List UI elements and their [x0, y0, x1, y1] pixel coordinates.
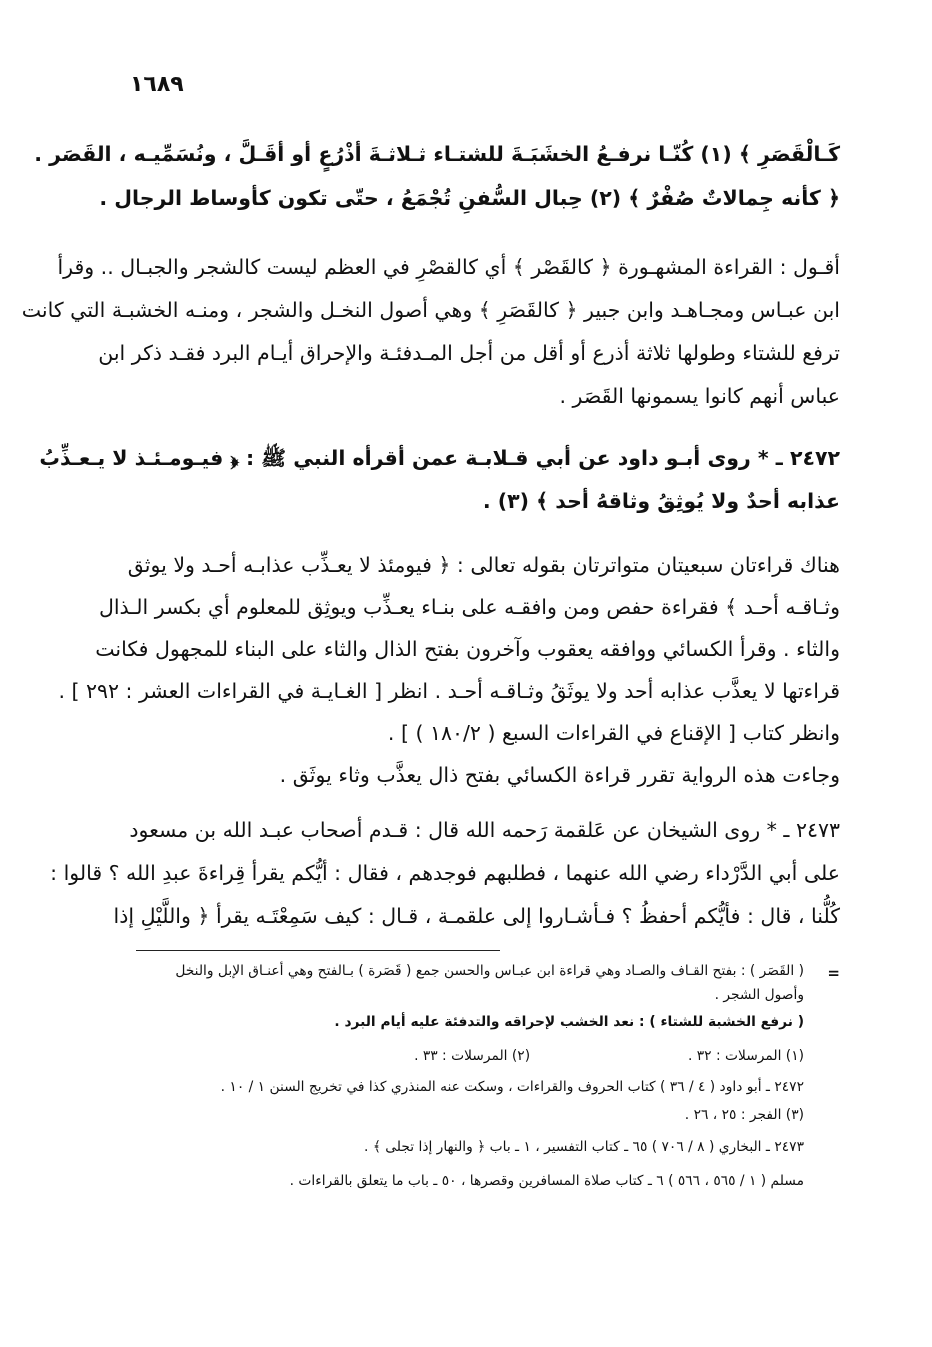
- commentary-block: [21, 255, 840, 427]
- text-line: ﴿ كأنه جِمالاتٌ صُفْرٌ ﴾ (٢) حِبال السُّفنِ تُجْمَعُ ، حتّى تكون كأوساط الرجال .: [99, 186, 840, 210]
- footnote-separator: [136, 950, 500, 951]
- text-line: كُلُّنا ، قال : فأيُّكم أحفظُ ؟ فـأشـاروا إلى علقمـة ، قـال : كيف سَمِعْتَـه يقرأ ﴿ واللَّيْلِ إذا: [113, 904, 840, 928]
- text-line: ابن عبـاس ومجـاهـد وابن جبير ﴿ كالقَصَرِ ﴾ وهي أصول النخـل والشجر ، ومنـه الخشبـة التي كانت: [21, 298, 840, 322]
- text-line: ٢٤٧٣ ـ * روى الشيخان عن عَلقمة رَحمه الله قال : قـدم أصحاب عبـد الله بن مسعود: [129, 818, 840, 842]
- text-line: عباس أنهم كانوا يسمونها القَصَر .: [559, 384, 840, 408]
- text-line: كَـالْقَصَرِ ﴾ (١) كُنّـا نرفـعُ الخشَبَـةَ للشتـاء ثـلاثـةَ أذْرُعٍ أو أقَـلَّ ، ونُسَمِّيـه ، القَصَر .: [34, 142, 840, 166]
- continuation-marker: =: [827, 964, 840, 982]
- text-line: وانظر كتاب [ الإقناع في القراءات السبع ( ١٨٠/٢ ) ] .: [387, 721, 840, 745]
- hadith-2473: [50, 818, 840, 947]
- footnote-line: ( نرفع الخشبة للشتاء ) : نعد الخشب لإحراقه والتدفئة عليه أيام البرد .: [334, 1014, 804, 1030]
- text-line: على أبي الدَّرْداء رضي الله عنهما ، فطلبهم فوجدهم ، فقال : أيُّكم يقرأ قِراءةَ عبدِ الله ؟ قالوا :: [50, 861, 840, 885]
- footnote-line: ٢٤٧٢ ـ أبو داود ( ٤ / ٣٦ ) كتاب الحروف والقراءات ، وسكت عنه المنذري كذا في تخريج السنن ١ / ١٠ .: [220, 1079, 804, 1095]
- text-line: ٢٤٧٢ ـ * روى أبـو داود عن أبي قـلابـة عمن أقرأه النبي ﷺ : ﴿ فيـومـئـذ لا يـعـذِّبُ: [39, 446, 840, 470]
- text-line: والثاء . وقرأ الكسائي ووافقه يعقوب وآخرون بفتح الذال والثاء على البناء للمجهول فكانت: [95, 637, 840, 661]
- verse-block: [34, 142, 840, 230]
- commentary-block: [58, 553, 840, 805]
- footnote-line: وأصول الشجر .: [714, 987, 804, 1003]
- text-line: أقـول : القراءة المشهـورة ﴿ كالقَصْر ﴾ أي كالقصْرِ في العظم ليست كالشجر والجبـال .. وقرأ: [57, 255, 840, 279]
- text-line: وجاءت هذه الرواية تقرر قراءة الكسائي بفتح ذال يعذَّب وثاء يوثَق .: [279, 763, 840, 787]
- footnote-line: (٣) الفجر : ٢٥ ، ٢٦ .: [684, 1107, 804, 1123]
- text-line: هناك قراءتان سبعيتان متواترتان بقوله تعالى : ﴿ فيومئذ لا يعـذِّب عذابـه أحـد ولا يوثق: [127, 553, 840, 577]
- footnote-line: مسلم ( ١ / ٥٦٥ ، ٥٦٦ ) ٦ ـ كتاب صلاة المسافرين وقصرها ، ٥٠ ـ باب ما يتعلق بالقراءات .: [289, 1173, 804, 1189]
- footnote-line: ( القَصَر ) : بفتح القـاف والصـاد وهي قراءة ابن عبـاس والحسن جمع ( قَصَرة ) بـالفتح وهي أعنـاق الإبل والنخل: [175, 963, 804, 979]
- footnote-line: ٢٤٧٣ ـ البخاري ( ٨ / ٧٠٦ ) ٦٥ ـ كتاب التفسير ، ١ ـ باب ﴿ والنهار إذا تجلى ﴾ .: [364, 1139, 804, 1155]
- footnotes: [128, 963, 804, 1201]
- text-line: عذابه أحدٌ ولا يُوثِقُ وثاقهُ أحد ﴾ (٣) .: [482, 489, 840, 513]
- footnote-line: (١) المرسلات : ٣٢ . (٢) المرسلات : ٣٣ .: [414, 1048, 804, 1064]
- page-number: ١٦٨٩: [130, 72, 184, 97]
- text-line: ترفع للشتاء وطولها ثلاثة أذرع أو أقل من أجل المـدفئـة والإحراق أيـام البرد فقـد ذكر ابن: [98, 341, 840, 365]
- text-line: قراءتها لا يعذَّب عذابه أحد ولا يوثَقُ وثـاقـه أحـد . انظر [ الغـايـة في القراءات العشر : ٢٩٢ ] .: [58, 679, 840, 703]
- text-line: وثـاقـه أحـد ﴾ فقراءة حفص ومن وافقـه على بنـاء يعـذِّب ويوثِق للمعلوم أي بكسر الـذال: [98, 595, 840, 619]
- hadith-2472: [39, 446, 840, 532]
